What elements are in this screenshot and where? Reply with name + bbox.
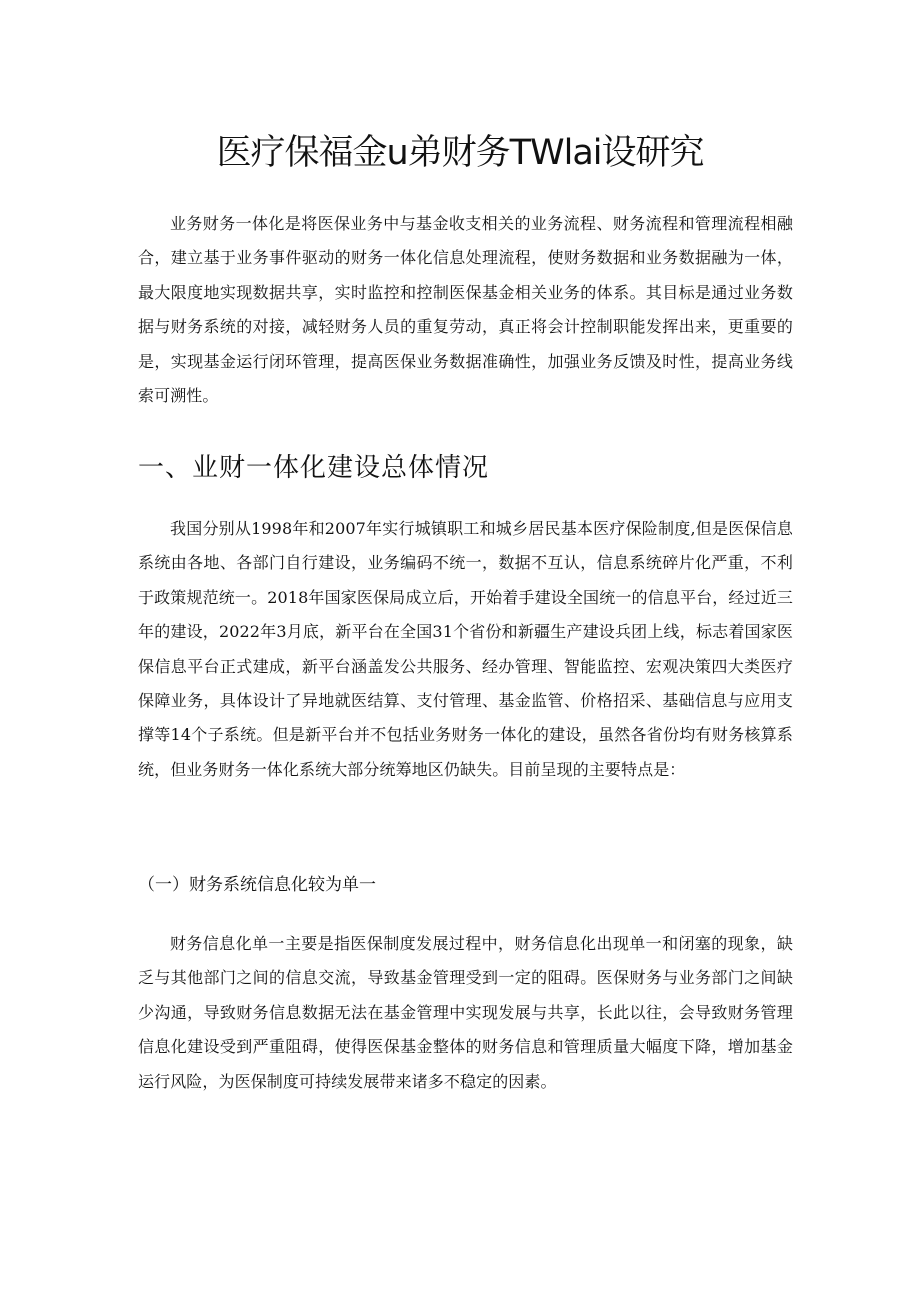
- section-1-paragraph: 我国分别从1998年和2007年实行城镇职工和城乡居民基本医疗保险制度,但是医保信息系统由各地、各部门自行建设，业务编码不统一，数据不互认，信息系统碎片化严重，不利于政策规范统一。2018年国家医保局成立后，开始着手建设全国统一的信息平台，经过近三年的建设，2022年3月底，新平台在全国31个省份和新疆生产建设兵团上线，标志着国家医保信息平台正式建成，新平台涵盖发公共服务、经办管理、智能监控、宏观决策四大类医疗保障业务，具体设计了异地就医结算、支付管理、基金监管、价格招采、基础信息与应用支撑等14个子系统。但是新平台并不包括业务财务一体化的建设，虽然各省份均有财务核算系统，但业务财务一体化系统大部分统筹地区仍缺失。目前呈现的主要特点是：: [138, 519, 793, 779]
- intro-paragraph: 业务财务一体化是将医保业务中与基金收支相关的业务流程、财务流程和管理流程相融合，建立基于业务事件驱动的财务一体化信息处理流程，使财务数据和业务数据融为一体，最大限度地实现数据共享，实时监控和控制医保基金相关业务的体系。其目标是通过业务数据与财务系统的对接，减轻财务人员的重复劳动，真正将会计控制职能发挥出来，更重要的是，实现基金运行闭环管理，提高医保业务数据准确性，加强业务反馈及时性，提高业务线索可溯性。: [138, 214, 793, 406]
- subsection-heading-1: （一）财务系统信息化较为单一: [138, 875, 376, 895]
- document-title: 医疗保福金u弟财务TWlai设研究: [216, 133, 704, 173]
- subsection-1-paragraph: 财务信息化单一主要是指医保制度发展过程中，财务信息化出现单一和闭塞的现象，缺乏与其他部门之间的信息交流，导致基金管理受到一定的阻碍。医保财务与业务部门之间缺少沟通，导致财务信息数据无法在基金管理中实现发展与共享，长此以往，会导致财务管理信息化建设受到严重阻碍，使得医保基金整体的财务信息和管理质量大幅度下降，增加基金运行风险，为医保制度可持续发展带来诸多不稳定的因素。: [138, 934, 793, 1091]
- section-heading-1: 一、业财一体化建设总体情况: [138, 453, 490, 483]
